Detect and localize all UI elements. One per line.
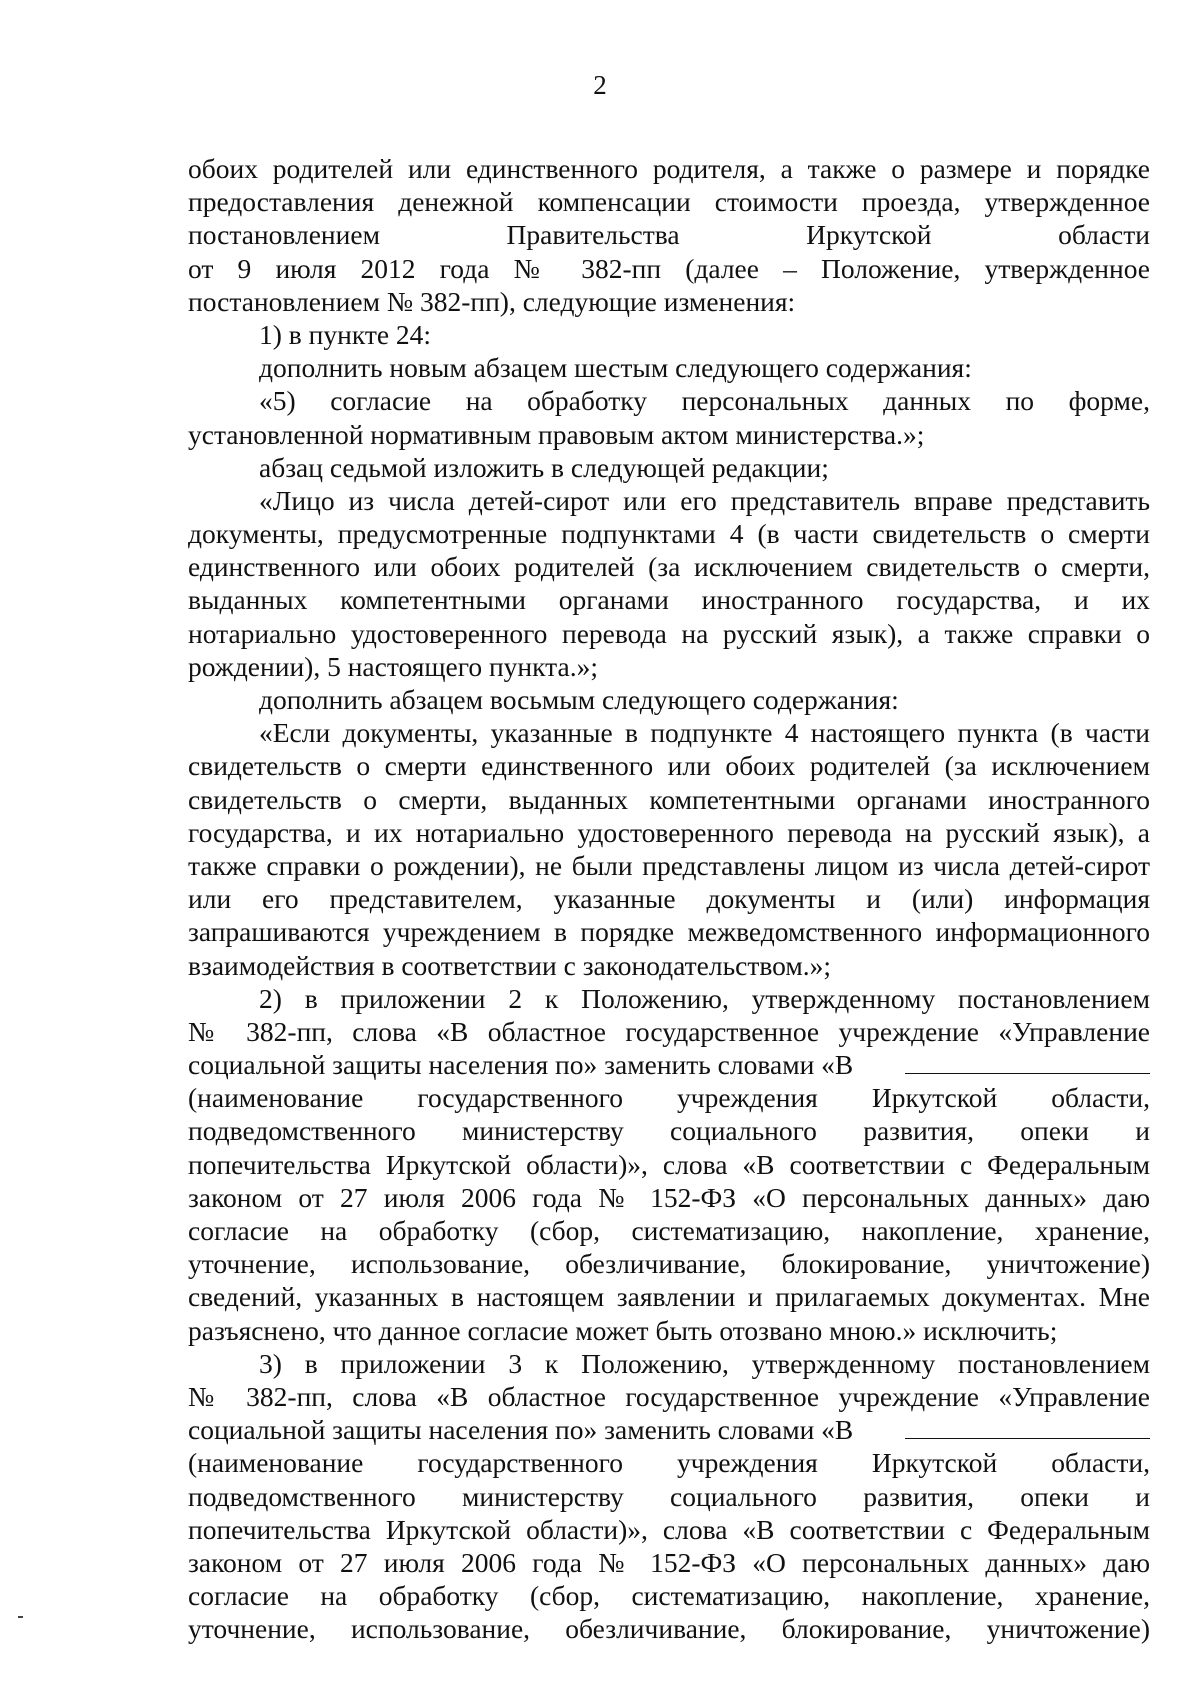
- text-line: дополнить абзацем восьмым следующего содержания:: [259, 684, 899, 715]
- text-line: «5) согласие на обработку персональных данных по форме,: [259, 385, 1150, 417]
- text-line: уточнение, использование, обезличивание, блокирование, уничтожение): [188, 1248, 1150, 1280]
- fill-in-blank: [905, 1416, 1150, 1439]
- text-line: законом от 27 июля 2006 года № 152-ФЗ «О персональных данных» даю: [188, 1181, 1150, 1213]
- text-line: нотариально удостоверенного перевода на русский язык), а также справки о: [188, 617, 1150, 649]
- text-line: сведений, указанных в настоящем заявлении и прилагаемых документах. Мне: [188, 1281, 1150, 1313]
- text-line: [188, 1048, 1150, 1081]
- text-line: или его представителем, указанные документы и (или) информация: [188, 883, 1150, 915]
- text-line: постановлением № 382-пп), следующие изменения:: [188, 285, 796, 317]
- text-line: постановлением Правительства Иркутской области: [188, 219, 1150, 251]
- text-line: запрашиваются учреждением в порядке межведомственного информационного: [188, 916, 1150, 948]
- fill-in-blank: [905, 1051, 1150, 1074]
- text-line: [188, 1413, 1150, 1446]
- text-line: рождении), 5 настоящего пункта.»;: [188, 650, 598, 682]
- scan-speck: [18, 1616, 23, 1618]
- text-line-content: социальной защиты населения по» заменить словами «В: [188, 1049, 854, 1081]
- text-line: обоих родителей или единственного родителя, а также о размере и порядке: [188, 153, 1150, 184]
- text-line: № 382-пп, слова «В областное государственное учреждение «Управление: [188, 1015, 1150, 1047]
- text-line: взаимодействия в соответствии с законодательством.»;: [188, 949, 832, 981]
- text-line: (наименование государственного учреждения Иркутской области,: [188, 1082, 1150, 1114]
- text-line: свидетельств о смерти, выданных компетентными органами иностранного: [188, 783, 1150, 815]
- page-number: 2: [593, 70, 607, 100]
- text-line: абзац седьмой изложить в следующей редакции;: [259, 451, 829, 483]
- text-line: попечительства Иркутской области)», слова «В соответствии с Федеральным: [188, 1513, 1150, 1545]
- text-line: от 9 июля 2012 года № 382-пп (далее – Положение, утвержденное: [188, 252, 1150, 284]
- text-line: 1) в пункте 24:: [259, 318, 432, 350]
- text-line: установленной нормативным правовым актом министерства.»;: [188, 418, 925, 450]
- text-line: подведомственного министерству социального развития, опеки и: [188, 1115, 1150, 1147]
- text-line-content: социальной защиты населения по» заменить словами «В: [188, 1414, 854, 1446]
- text-line: (наименование государственного учреждения Иркутской области,: [188, 1447, 1150, 1479]
- text-line: документы, предусмотренные подпунктами 4 (в части свидетельств о смерти: [188, 518, 1150, 550]
- text-line: разъяснено, что данное согласие может быть отозвано мною.» исключить;: [188, 1314, 1058, 1346]
- text-line: дополнить новым абзацем шестым следующего содержания:: [259, 352, 972, 384]
- text-line: выданных компетентными органами иностранного государства, и их: [188, 584, 1150, 616]
- text-line: «Лицо из числа детей-сирот или его представитель вправе представить: [259, 484, 1150, 516]
- text-line: уточнение, использование, обезличивание, блокирование, уничтожение): [188, 1613, 1150, 1645]
- text-line: № 382-пп, слова «В областное государственное учреждение «Управление: [188, 1380, 1150, 1412]
- text-line: государства, и их нотариально удостоверенного перевода на русский язык), а: [188, 816, 1150, 848]
- document-body: [188, 152, 1150, 1645]
- text-line: попечительства Иркутской области)», слова «В соответствии с Федеральным: [188, 1148, 1150, 1180]
- text-line: согласие на обработку (сбор, систематизацию, накопление, хранение,: [188, 1215, 1150, 1246]
- text-line: свидетельств о смерти единственного или обоих родителей (за исключением: [188, 750, 1150, 782]
- text-line: 2) в приложении 2 к Положению, утвержденному постановлением: [259, 982, 1150, 1014]
- text-line: также справки о рождении), не были представлены лицом из числа детей-сирот: [188, 849, 1150, 881]
- text-line: законом от 27 июля 2006 года № 152-ФЗ «О персональных данных» даю: [188, 1546, 1150, 1578]
- text-line: согласие на обработку (сбор, систематизацию, накопление, хранение,: [188, 1580, 1150, 1612]
- text-line: «Если документы, указанные в подпункте 4 настоящего пункта (в части: [259, 717, 1150, 749]
- text-line: предоставления денежной компенсации стоимости проезда, утвержденное: [188, 186, 1150, 218]
- text-line: подведомственного министерству социального развития, опеки и: [188, 1480, 1150, 1512]
- text-line: 3) в приложении 3 к Положению, утвержденному постановлением: [259, 1347, 1150, 1379]
- text-line: единственного или обоих родителей (за исключением свидетельств о смерти,: [188, 551, 1150, 583]
